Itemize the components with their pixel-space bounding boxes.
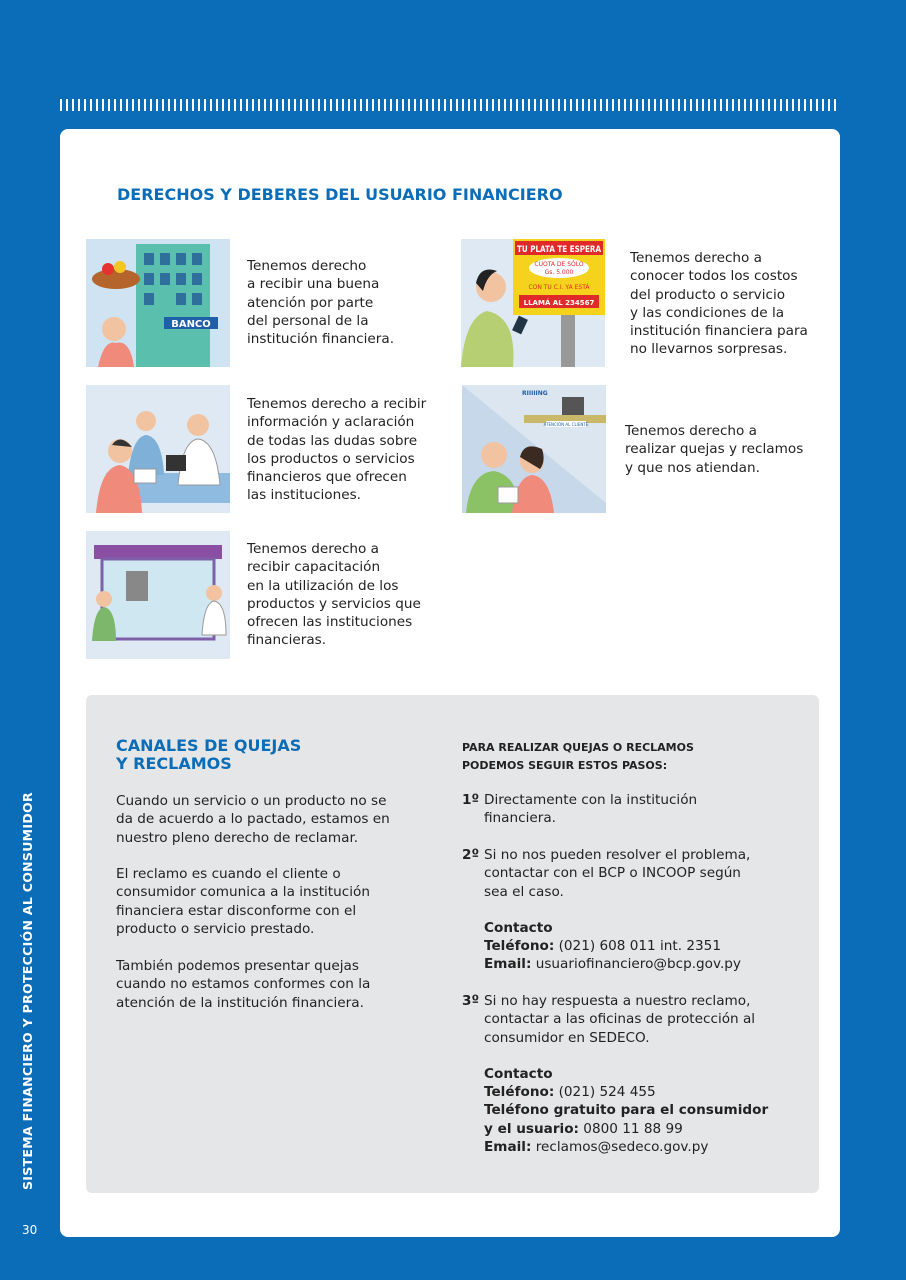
decorative-stripes: [60, 99, 840, 111]
step-number: 3º: [462, 993, 480, 1009]
svg-text:LLAMÁ AL 234567: LLAMÁ AL 234567: [523, 299, 595, 307]
phone-value: (021) 524 455: [554, 1084, 656, 1101]
svg-text:CUOTA DE SÓLO: CUOTA DE SÓLO: [534, 261, 584, 268]
free-phone-value: 0800 11 88 99: [578, 1120, 683, 1137]
svg-text:Gs. 5.000: Gs. 5.000: [544, 269, 574, 276]
content-card: [60, 129, 840, 1237]
email-label: Email:: [484, 1139, 532, 1156]
free-phone-label: Teléfono gratuito para el consumidor y el usuario:: [484, 1102, 769, 1137]
step-text: Directamente con la institución financiera.: [484, 792, 698, 827]
email-label: Email:: [484, 956, 532, 973]
email-value[interactable]: reclamos@sedeco.gov.py: [531, 1139, 709, 1156]
svg-text:ATENCIÓN AL CLIENTE: ATENCIÓN AL CLIENTE: [543, 422, 589, 427]
step-3: [462, 992, 768, 1156]
step-2: [462, 846, 750, 974]
costs-illustration: [461, 239, 605, 367]
step-1: [462, 791, 697, 828]
phone-label: Teléfono:: [484, 938, 555, 955]
contact-label: Contacto: [484, 919, 553, 936]
steps-heading: PARA REALIZAR QUEJAS O RECLAMOS PODEMOS SEGUIR ESTOS PASOS:: [462, 741, 694, 772]
bank-illustration: [86, 239, 230, 367]
training-illustration: [86, 531, 230, 659]
right-know-costs: Tenemos derecho a conocer todos los costos del producto o servicio y las condiciones de la institución financiera para no llevarnos sorpresas.: [630, 250, 808, 358]
complaint-channels-panel: [86, 695, 819, 1193]
step-number: 1º: [462, 792, 480, 808]
page-title: DERECHOS Y DEBERES DEL USUARIO FINANCIERO: [117, 185, 563, 204]
svg-text:CON TU C.I. YA ESTÁ: CON TU C.I. YA ESTÁ: [528, 284, 590, 291]
channels-paragraph: Cuando un servicio o un producto no se da de acuerdo a lo pactado, estamos en nuestro pleno derecho de reclamar.: [116, 793, 390, 846]
bank-sign-text: BANCO: [171, 319, 211, 330]
page-number: 30: [22, 1223, 38, 1237]
right-good-service: Tenemos derecho a recibir una buena atención por parte del personal de la institución financiera.: [247, 258, 395, 348]
complaints-illustration: [462, 385, 606, 513]
email-value[interactable]: usuariofinanciero@bcp.gov.py: [531, 956, 741, 973]
channels-paragraph: El reclamo es cuando el cliente o consumidor comunica a la institución financiera estar disconforme con el producto o servicio prestado.: [116, 866, 370, 937]
phone-value: (021) 608 011 int. 2351: [554, 938, 721, 955]
step-text: Si no nos pueden resolver el problema, contactar con el BCP o INCOOP según sea el caso.: [484, 847, 751, 900]
channels-paragraph: También podemos presentar quejas cuando no estamos conformes con la atención de la institución financiera.: [116, 958, 371, 1011]
contact-label: Contacto: [484, 1065, 553, 1082]
step-number: 2º: [462, 847, 480, 863]
phone-label: Teléfono:: [484, 1084, 555, 1101]
right-training: Tenemos derecho a recibir capacitación en la utilización de los productos y servicios que ofrecen las instituciones financieras.: [247, 541, 421, 649]
right-information: Tenemos derecho a recibir información y aclaración de todas las dudas sobre los productos o servicios financieros que ofrecen las instituciones.: [247, 396, 427, 504]
svg-text:RIIIIING: RIIIIING: [522, 390, 548, 397]
channels-heading: CANALES DE QUEJAS Y RECLAMOS: [116, 736, 302, 773]
step-text: Si no hay respuesta a nuestro reclamo, contactar a las oficinas de protección al consumidor en SEDECO.: [484, 993, 756, 1046]
ad-headline: TU PLATA TE ESPERA: [517, 245, 602, 255]
information-illustration: [86, 385, 230, 513]
section-sidebar-label: SISTEMA FINANCIERO Y PROTECCIÓN AL CONSUMIDOR: [20, 792, 35, 1190]
right-complaints: Tenemos derecho a realizar quejas y reclamos y que nos atiendan.: [625, 423, 804, 476]
